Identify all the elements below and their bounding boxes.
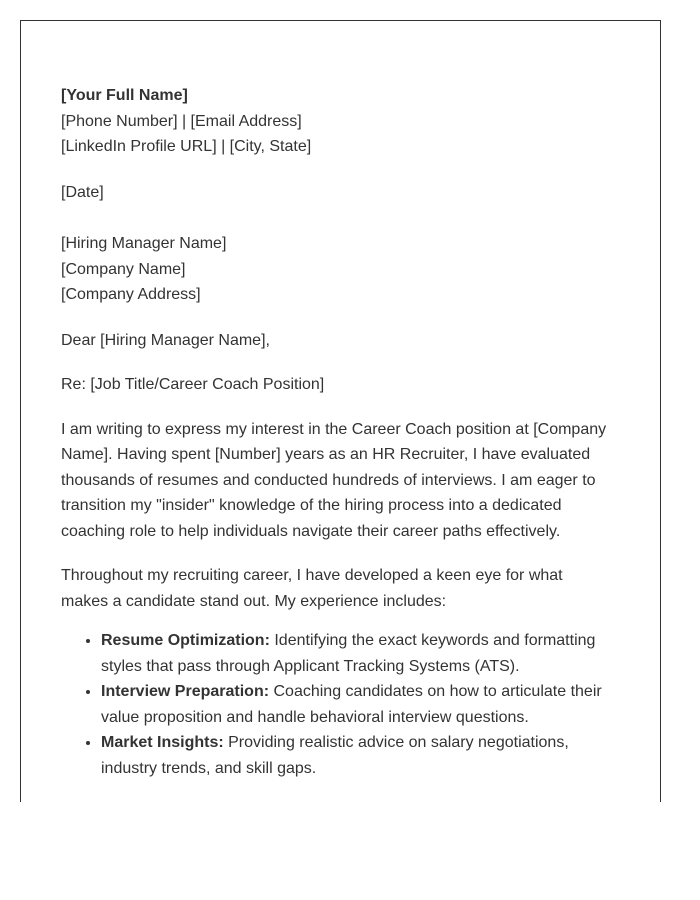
list-item-text: Coaching candidates on how to articulate their value proposition and handle behavioral interview questions. xyxy=(101,683,602,726)
subject-text: Re: [Job Title/Career Coach Position] xyxy=(61,376,325,393)
letter-date: [Date] xyxy=(61,183,104,201)
list-item-title: Market Insights: xyxy=(101,734,224,751)
sender-name: [Your Full Name] xyxy=(61,87,188,104)
experience-paragraph: Throughout my recruiting career, I have developed a keen eye for what makes a candidate stand out. My experience includes: xyxy=(61,567,563,610)
list-item-text: Providing realistic advice on salary negotiations, industry trends, and skill gaps. xyxy=(101,734,569,777)
recipient-block xyxy=(61,231,611,308)
list-item xyxy=(101,679,611,730)
list-item-title: Interview Preparation: xyxy=(101,683,270,700)
sender-contact-line-2: [LinkedIn Profile URL] | [City, State] xyxy=(61,138,312,155)
letter-content xyxy=(61,83,611,781)
recipient-name: [Hiring Manager Name] xyxy=(61,235,227,252)
intro-paragraph: I am writing to express my interest in the Career Coach position at [Company Name]. Having spent [Number] years as an HR Recruiter, I have evaluated thousands of resumes and conducted hundreds of interviews. I am eager to transition my "insider" knowledge of the hiring process into a dedicated coaching role to help individuals navigate their career paths effectively. xyxy=(61,420,607,540)
date-block xyxy=(61,180,611,206)
letter-page xyxy=(20,20,661,802)
list-item xyxy=(101,730,611,781)
sender-block xyxy=(61,83,611,160)
salutation xyxy=(61,328,611,354)
recipient-address: [Company Address] xyxy=(61,286,201,303)
experience-list xyxy=(61,628,611,781)
subject-line xyxy=(61,372,611,398)
list-item-text: Identifying the exact keywords and formatting styles that pass through Applicant Tracking Systems (ATS). xyxy=(101,632,596,675)
sender-contact-line-1: [Phone Number] | [Email Address] xyxy=(61,112,302,130)
recipient-company: [Company Name] xyxy=(61,260,186,278)
list-item-title: Resume Optimization: xyxy=(101,632,270,649)
list-item xyxy=(101,628,611,679)
salutation-text: Dear [Hiring Manager Name], xyxy=(61,331,270,349)
